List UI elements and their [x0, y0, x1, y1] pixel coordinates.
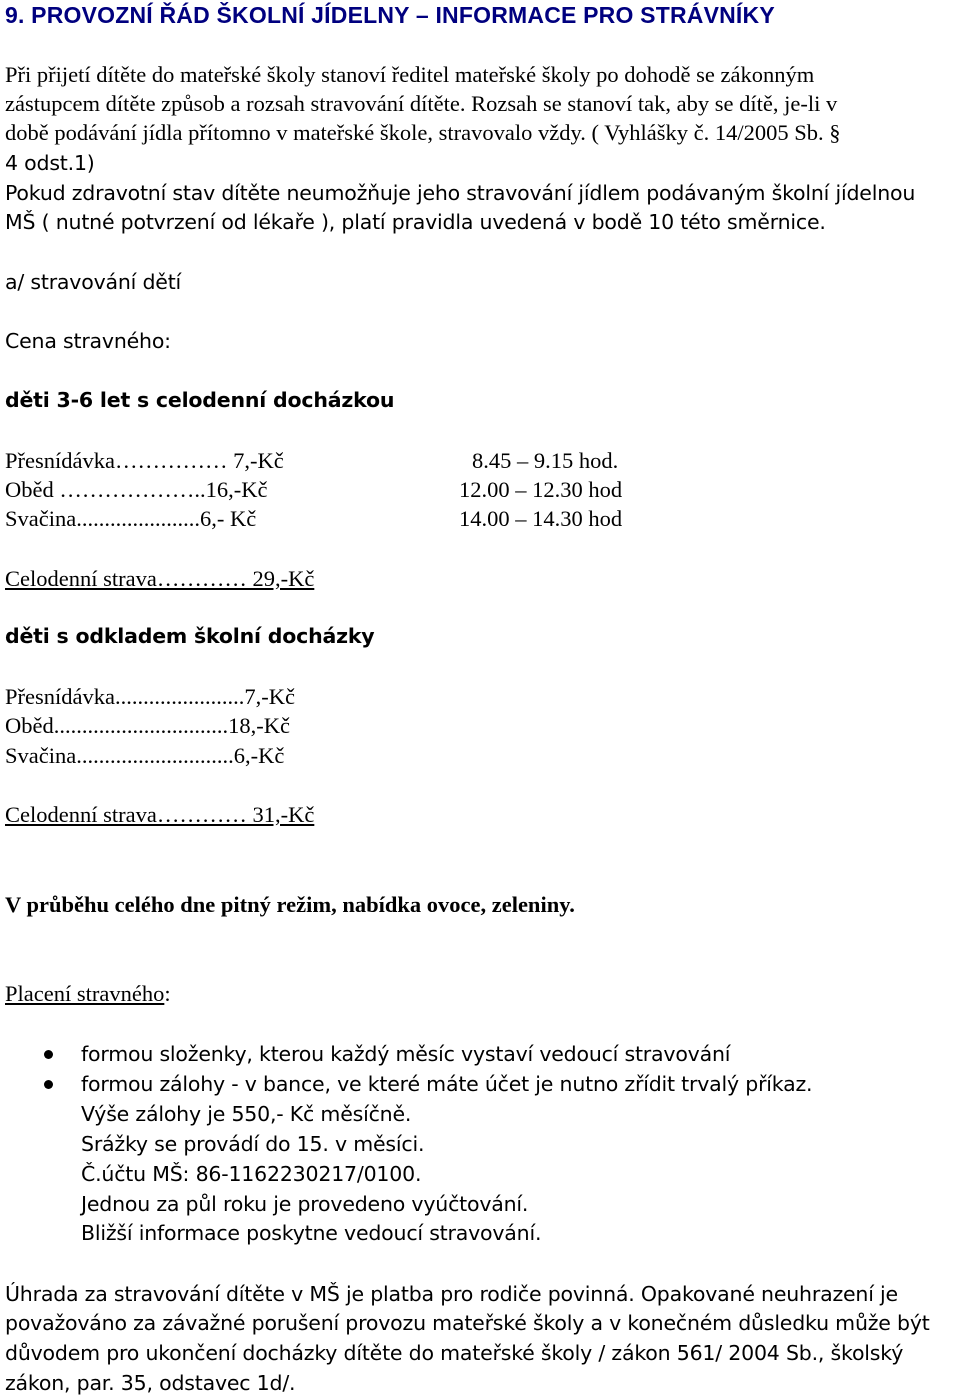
group1-total: Celodenní strava………… 29,-Kč	[5, 566, 315, 591]
intro-line: době podávání jídla přítomno v mateřské škole, stravovalo vždy. ( Vyhlášky č. 14/2005 Sb. §	[5, 120, 841, 145]
group2-total: Celodenní strava………… 31,-Kč	[5, 802, 315, 827]
intro-line: zástupcem dítěte způsob a rozsah stravování dítěte. Rozsah se stanoví tak, aby se dítě, je-li v	[5, 91, 838, 116]
closing-line: považováno za závažné porušení provozu mateřské školy a v konečném důsledku může být	[5, 1311, 930, 1335]
group2-row: Přesnídávka.......................7,-Kč	[5, 684, 295, 709]
payment-detail: Srážky se provádí do 15. v měsíci.	[81, 1132, 425, 1156]
group1-row-item: Přesnídávka…………… 7,-Kč	[5, 448, 284, 473]
group2-row: Oběd...............................18,-Kč	[5, 713, 290, 738]
group1-row-item: Oběd ………………..16,-Kč	[5, 477, 268, 502]
intro-line: MŠ ( nutné potvrzení od lékaře ), platí pravidla uvedená v bodě 10 této směrnice.	[5, 210, 826, 234]
payment-heading-colon: :	[164, 981, 171, 1006]
section-a-heading: a/ stravování dětí	[5, 270, 182, 294]
group1-heading: děti 3-6 let s celodenní docházkou	[5, 388, 395, 412]
drinking-regime-note: V průběhu celého dne pitný režim, nabídka ovoce, zeleniny.	[5, 892, 575, 917]
payment-detail: Jednou za půl roku je provedeno vyúčtování.	[81, 1192, 529, 1216]
group2-heading: děti s odkladem školní docházky	[5, 624, 375, 648]
payment-bullet-item: formou zálohy - v bance, ve které máte účet je nutno zřídit trvalý příkaz.	[81, 1072, 813, 1096]
closing-line: důvodem pro ukončení docházky dítěte do mateřské školy / zákon 561/ 2004 Sb., školský	[5, 1341, 904, 1365]
closing-line: Úhrada za stravování dítěte v MŠ je platba pro rodiče povinná. Opakované neuhrazení je	[5, 1282, 898, 1306]
document-title: 9. PROVOZNÍ ŘÁD ŠKOLNÍ JÍDELNY – INFORMACE PRO STRÁVNÍKY	[5, 2, 775, 28]
bullet-icon	[44, 1080, 53, 1089]
intro-line: Pokud zdravotní stav dítěte neumožňuje jeho stravování jídlem podávaným školní jídelnou	[5, 181, 916, 205]
price-heading: Cena stravného:	[5, 329, 171, 353]
group2-row: Svačina............................6,-Kč	[5, 743, 285, 768]
payment-detail: Č.účtu MŠ: 86-1162230217/0100.	[81, 1162, 422, 1186]
payment-detail: Výše zálohy je 550,- Kč měsíčně.	[81, 1102, 412, 1126]
group1-row-time: 12.00 – 12.30 hod	[459, 477, 623, 502]
intro-line: 4 odst.1)	[5, 151, 95, 175]
payment-heading	[5, 979, 171, 1009]
closing-line: zákon, par. 35, odstavec 1d/.	[5, 1371, 296, 1395]
payment-detail: Bližší informace poskytne vedoucí stravování.	[81, 1221, 542, 1245]
group1-row-item: Svačina......................6,- Kč	[5, 506, 257, 531]
payment-heading-label: Placení stravného	[5, 981, 165, 1006]
bullet-icon	[44, 1050, 53, 1059]
payment-bullet-item: formou složenky, kterou každý měsíc vystaví vedoucí stravování	[81, 1042, 731, 1066]
intro-line: Při přijetí dítěte do mateřské školy stanoví ředitel mateřské školy po dohodě se zákonným	[5, 62, 815, 87]
group1-row-time: 8.45 – 9.15 hod.	[472, 448, 619, 473]
group1-row-time: 14.00 – 14.30 hod	[459, 506, 623, 531]
